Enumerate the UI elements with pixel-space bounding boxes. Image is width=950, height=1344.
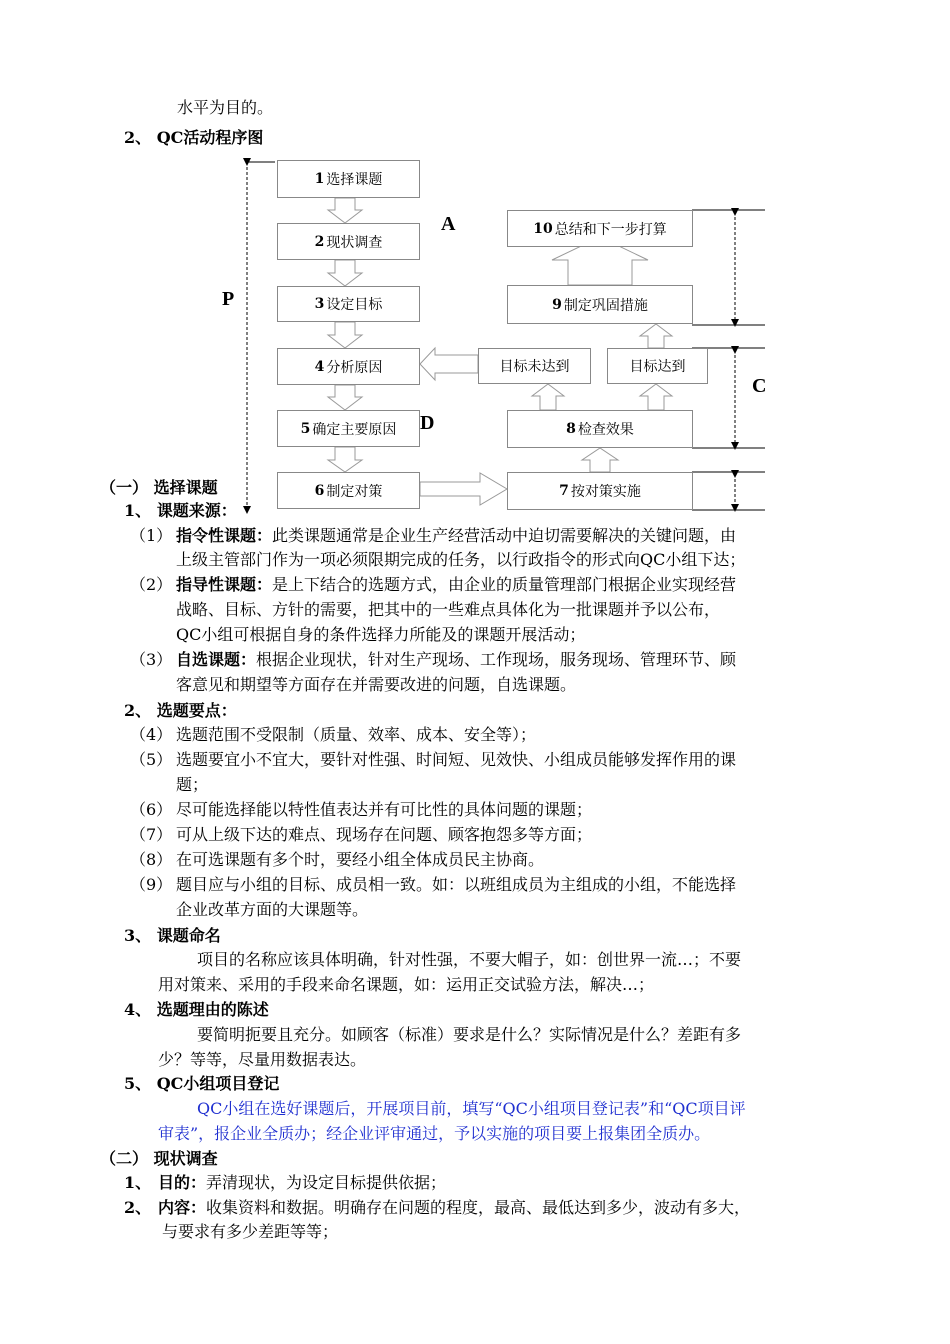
subheading-reason: 4、 选题理由的陈述 — [124, 1000, 269, 1019]
list-item-line: 在可选课题有多个时，要经小组全体成员民主协商。 — [176, 850, 545, 869]
goal-reached-label: 目标达到 — [629, 359, 686, 375]
step-3-box — [277, 286, 420, 322]
step-label: 检查效果 — [577, 422, 634, 438]
goal-not-reached-box — [478, 348, 591, 384]
step-number: 6 — [314, 482, 325, 499]
list-item-line: 选题范围不受限制（质量、效率、成本、安全等）； — [176, 725, 537, 744]
goal-not-reached-label: 目标未达到 — [499, 359, 570, 375]
list-item-line: 与要求有多少差距等等； — [162, 1222, 339, 1241]
list-item-term: 自选课题： — [176, 650, 257, 669]
step-label: 按对策实施 — [570, 484, 641, 500]
list-item-line — [176, 650, 736, 670]
list-item-term: 指导性课题： — [176, 575, 273, 594]
step-label: 制定巩固措施 — [563, 297, 648, 314]
step-number: 1 — [314, 171, 325, 187]
part2-heading: （二） 现状调查 — [100, 1149, 218, 1168]
list-item-term: 目的： — [158, 1173, 207, 1192]
list-item-text: 是上下结合的选题方式，由企业的质量管理部门根据企业实现经营 — [272, 575, 737, 594]
subheading-registration: 5、 QC小组项目登记 — [124, 1074, 280, 1093]
paragraph-line: 用对策来、采用的手段来命名课题，如：运用正交试验方法，解决…； — [158, 975, 655, 994]
step-number: 8 — [566, 421, 576, 437]
step-label: 现状调查 — [326, 234, 383, 251]
list-item-line — [158, 1173, 446, 1193]
subheading-points: 2、 选题要点： — [124, 701, 237, 720]
step-4-box — [277, 348, 420, 385]
list-item-num: （1） — [130, 526, 173, 545]
list-item-num: （6） — [130, 800, 173, 819]
list-item-num: （8） — [130, 850, 173, 869]
list-item-line: 上级主管部门作为一项必须限期完成的任务，以行政指令的形式向QC小组下达； — [176, 550, 746, 569]
qc-activity-flowchart — [0, 150, 950, 520]
phase-label-p: P — [222, 288, 235, 310]
phase-label-d: D — [420, 412, 435, 434]
phase-label-c: C — [752, 375, 767, 397]
step-2-box — [277, 223, 420, 260]
step-8-box — [507, 410, 693, 448]
step-number: 2 — [314, 233, 325, 250]
list-item-term: 内容： — [158, 1198, 207, 1217]
step-label: 分析原因 — [326, 359, 383, 376]
list-item-line — [176, 526, 736, 546]
step-label: 确定主要原因 — [312, 421, 397, 438]
step-label: 制定对策 — [326, 483, 383, 500]
step-5-box — [277, 410, 420, 447]
list-item-num: （2） — [130, 575, 173, 594]
list-item-num: （5） — [130, 750, 173, 769]
paragraph-line-blue: 审表”，报企业全质办；经企业评审通过，予以实施的项目要上报集团全质办。 — [158, 1124, 711, 1143]
step-9-box — [507, 285, 693, 324]
flowchart-lines — [0, 150, 950, 520]
list-item-num: （7） — [130, 825, 173, 844]
list-item-line: 可从上级下达的难点、现场存在问题、顾客抱怨多等方面； — [176, 825, 593, 844]
step-label: 总结和下一步打算 — [554, 221, 667, 238]
subheading-source: 1、 课题来源： — [124, 501, 237, 520]
list-item-line: 题； — [176, 775, 209, 794]
list-item-term: 指令性课题： — [176, 526, 273, 545]
phase-label-a: A — [441, 213, 456, 235]
step-number: 9 — [552, 296, 562, 313]
goal-reached-box — [607, 348, 708, 384]
list-item-text: 根据企业现状，针对生产现场、工作现场，服务现场、管理环节、顾 — [256, 650, 737, 669]
step-number: 5 — [300, 420, 311, 437]
step-6-box — [277, 472, 420, 509]
list-item-text: 弄清现状，为设定目标提供依据； — [206, 1173, 447, 1192]
list-item-text: 收集资料和数据。明确存在问题的程度，最高、最低达到多少，波动有多大， — [206, 1198, 751, 1217]
step-label: 设定目标 — [326, 297, 383, 313]
step-7-box — [507, 472, 693, 510]
subheading-naming: 3、 课题命名 — [124, 926, 221, 945]
list-item-line — [158, 1198, 750, 1218]
continuation-line: 水平为目的。 — [177, 98, 274, 117]
list-item-line — [176, 575, 736, 595]
step-label: 选择课题 — [326, 172, 383, 188]
list-item-num: （3） — [130, 650, 173, 669]
paragraph-line: 要简明扼要且充分。如顾客（标准）要求是什么？实际情况是什么？差距有多 — [197, 1025, 742, 1044]
step-number: 10 — [533, 220, 553, 237]
paragraph-line: 少？等等，尽量用数据表达。 — [158, 1050, 367, 1069]
list-item-num: 2、 — [124, 1198, 152, 1217]
step-number: 7 — [559, 483, 569, 499]
list-item-line: 尽可能选择能以特性值表达并有可比性的具体问题的课题； — [176, 800, 593, 819]
section-heading-flowchart: 2、 QC活动程序图 — [124, 128, 264, 147]
step-1-box — [277, 160, 420, 198]
list-item-num: 1、 — [124, 1173, 152, 1192]
list-item-num: （4） — [130, 725, 173, 744]
list-item-text: 此类课题通常是企业生产经营活动中迫切需要解决的关键问题，由 — [272, 526, 737, 545]
step-10-box — [507, 210, 693, 247]
list-item-line: QC小组可根据自身的条件选择力所能及的课题开展活动； — [176, 625, 586, 644]
list-item-line: 客意见和期望等方面存在并需要改进的问题，自选课题。 — [176, 675, 577, 694]
list-item-line: 题目应与小组的目标、成员相一致。如：以班组成员为主组成的小组，不能选择 — [176, 875, 737, 894]
part1-heading: （一） 选择课题 — [100, 478, 218, 497]
list-item-line: 战略、目标、方针的需要，把其中的一些难点具体化为一批课题并予以公布， — [176, 600, 721, 619]
paragraph-line-blue: QC小组在选好课题后，开展项目前，填写“QC小组项目登记表”和“QC项目评 — [197, 1099, 746, 1118]
list-item-num: （9） — [130, 875, 173, 894]
paragraph-line: 项目的名称应该具体明确，针对性强，不要大帽子，如：创世界一流…；不要 — [197, 950, 742, 969]
list-item-line: 选题要宜小不宜大，要针对性强、时间短、见效快、小组成员能够发挥作用的课 — [176, 750, 737, 769]
step-number: 4 — [314, 358, 325, 375]
list-item-line: 企业改革方面的大课题等。 — [176, 900, 369, 919]
step-number: 3 — [314, 296, 325, 312]
